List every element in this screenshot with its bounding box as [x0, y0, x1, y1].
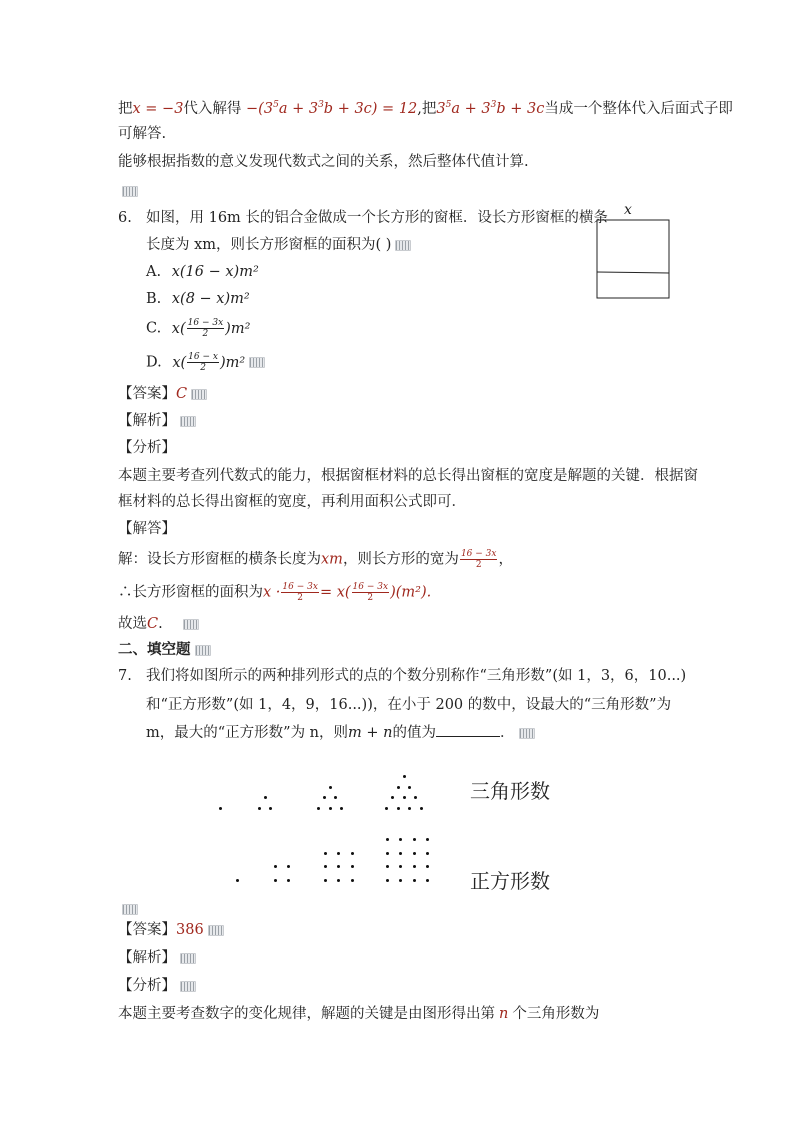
triangle-dot — [323, 796, 326, 799]
square-dot — [426, 865, 429, 868]
square-dot — [386, 852, 389, 855]
question-7-line-2: 和“正方形数”(如 1，4，9，16...))，在小于 200 的数中，设最大的“三角形数”为 — [146, 697, 672, 713]
square-dot — [399, 865, 402, 868]
fenxi-line: 本题主要考查数字的变化规律，解题的关键是由图形得出第 n 个三角形数为 — [118, 1006, 600, 1022]
square-dot — [337, 879, 340, 882]
square-dot — [426, 879, 429, 882]
answer-row: 【答案】386 — [118, 920, 224, 940]
square-dot — [386, 865, 389, 868]
math-expression: x = −3 — [132, 101, 184, 117]
solution-line-1: 解：设长方形窗框的横条长度为xm，则长方形的宽为 $\frac{16 - 3x}{2}$ ， — [118, 549, 513, 570]
square-dot — [287, 879, 290, 882]
triangle-dot — [397, 786, 400, 789]
question-6-line-1: 如图，用 16m 长的铝合金做成一个长方形的窗框．设长方形窗框的横条 — [146, 210, 608, 226]
triangle-dot — [258, 807, 261, 810]
edit-marker-icon — [183, 619, 199, 630]
triangle-dot — [340, 807, 343, 810]
answer-row: 【答案】C — [118, 384, 207, 404]
triangle-dot — [264, 796, 267, 799]
triangle-dot — [408, 807, 411, 810]
option-label: B. — [146, 291, 162, 307]
window-frame-drawing — [596, 214, 676, 324]
square-dot — [287, 865, 290, 868]
square-dot — [386, 838, 389, 841]
jieda-tag: 【解答】 — [118, 521, 176, 537]
fenxi-line-2: 框材料的总长得出窗框的宽度，再利用面积公式即可． — [118, 494, 466, 510]
question-7-line-3: m，最大的“正方形数”为 n，则m + n的值为 ． — [146, 722, 535, 743]
square-dot — [413, 838, 416, 841]
square-dot — [324, 852, 327, 855]
triangle-dot — [219, 807, 222, 810]
fenxi-row: 【分析】 — [118, 976, 196, 996]
triangle-dot — [403, 775, 406, 778]
intro-line-3: 能够根据指数的意义发现代数式之间的关系，然后整体代值计算. — [118, 154, 529, 170]
edit-marker-icon — [208, 925, 224, 936]
square-dot — [413, 879, 416, 882]
intro-line-2: 可解答. — [118, 126, 167, 142]
jiexi-row: 【解析】 — [118, 411, 196, 431]
triangle-dot — [391, 796, 394, 799]
math-expression: $3^5a + 3^3b + 3c$ — [436, 100, 545, 117]
edit-marker-icon — [180, 416, 196, 427]
triangle-number-label: 三角形数 — [470, 779, 550, 803]
triangle-dot — [269, 807, 272, 810]
triangle-dot — [397, 807, 400, 810]
option-d[interactable] — [146, 352, 265, 373]
square-dot — [426, 838, 429, 841]
edit-marker-icon — [395, 240, 411, 251]
square-dot — [236, 879, 239, 882]
square-dot — [413, 865, 416, 868]
square-dot — [413, 852, 416, 855]
fenxi-line-1: 本题主要考查列代数式的能力，根据窗框材料的总长得出窗框的宽度是解题的关键．根据窗 — [118, 468, 698, 484]
option-text: x(8 − x)m² — [171, 291, 250, 307]
text: 代入解得 — [183, 101, 242, 117]
option-c[interactable] — [146, 318, 250, 339]
option-label: A. — [146, 264, 162, 280]
edit-marker-icon — [180, 953, 196, 964]
answer-value: C — [176, 386, 188, 402]
triangle-dot — [334, 796, 337, 799]
question-6-line-2: 长度为 xm，则长方形窗框的面积为( ) — [146, 235, 411, 255]
triangle-dot — [414, 796, 417, 799]
question-7-line-1: 我们将如图所示的两种排列形式的点的个数分别称作“三角形数”(如 1，3，6，10...) — [146, 668, 687, 684]
intro-line-1 — [118, 95, 733, 119]
math-expression: $-(3^5a + 3^3b + 3c) = 12$ — [246, 100, 418, 117]
solution-line-3: 故选C. — [118, 614, 199, 634]
square-dot — [351, 865, 354, 868]
edit-marker-icon — [195, 645, 211, 656]
fenxi-tag: 【分析】 — [118, 440, 176, 456]
option-text: x( $\frac{16 - x}{2}$ )m² — [172, 352, 246, 373]
square-dot — [337, 852, 340, 855]
option-text: x( $\frac{16 - 3x}{2}$ )m² — [171, 318, 251, 339]
square-dot — [399, 879, 402, 882]
triangle-dot — [385, 807, 388, 810]
square-dot — [337, 865, 340, 868]
square-dot — [351, 852, 354, 855]
square-dot — [351, 879, 354, 882]
edit-marker-icon — [249, 357, 265, 368]
option-label: D. — [146, 354, 162, 371]
edit-marker-icon — [191, 389, 207, 400]
triangle-dot — [408, 786, 411, 789]
square-dot — [399, 838, 402, 841]
square-dot — [426, 852, 429, 855]
square-dot — [274, 865, 277, 868]
square-dot — [399, 852, 402, 855]
triangle-dot — [329, 786, 332, 789]
jiexi-row: 【解析】 — [118, 948, 196, 968]
solution-line-2: ∴长方形窗框的面积为x · $\frac{16 - 3x}{2}$ = x( $\frac{16 - 3x}{2}$ )(m²). — [118, 582, 432, 603]
answer-blank[interactable] — [436, 722, 500, 737]
option-label: C. — [146, 320, 162, 337]
edit-marker-icon — [519, 728, 535, 739]
edit-marker-icon — [180, 981, 196, 992]
triangle-dot — [317, 807, 320, 810]
text: 当成一个整体代入后面式子即 — [544, 101, 733, 117]
square-dot — [324, 865, 327, 868]
square-dot — [324, 879, 327, 882]
section-title: 二、填空题 — [118, 640, 211, 660]
edit-marker-icon — [122, 186, 138, 197]
answer-value: 386 — [176, 922, 204, 938]
text: ,把 — [417, 101, 437, 117]
option-b[interactable] — [146, 289, 250, 309]
figure-label-x: x — [624, 202, 632, 218]
text: 把 — [118, 101, 133, 117]
option-text: x(16 − x)m² — [171, 264, 259, 280]
triangle-dot — [403, 796, 406, 799]
square-number-label: 正方形数 — [470, 869, 550, 893]
triangle-dot — [420, 807, 423, 810]
question-number: 7. — [118, 668, 132, 684]
triangle-dot — [329, 807, 332, 810]
edit-marker-icon — [122, 904, 138, 915]
square-dot — [274, 879, 277, 882]
option-a[interactable] — [146, 262, 259, 282]
square-dot — [386, 879, 389, 882]
question-number: 6. — [118, 210, 132, 226]
